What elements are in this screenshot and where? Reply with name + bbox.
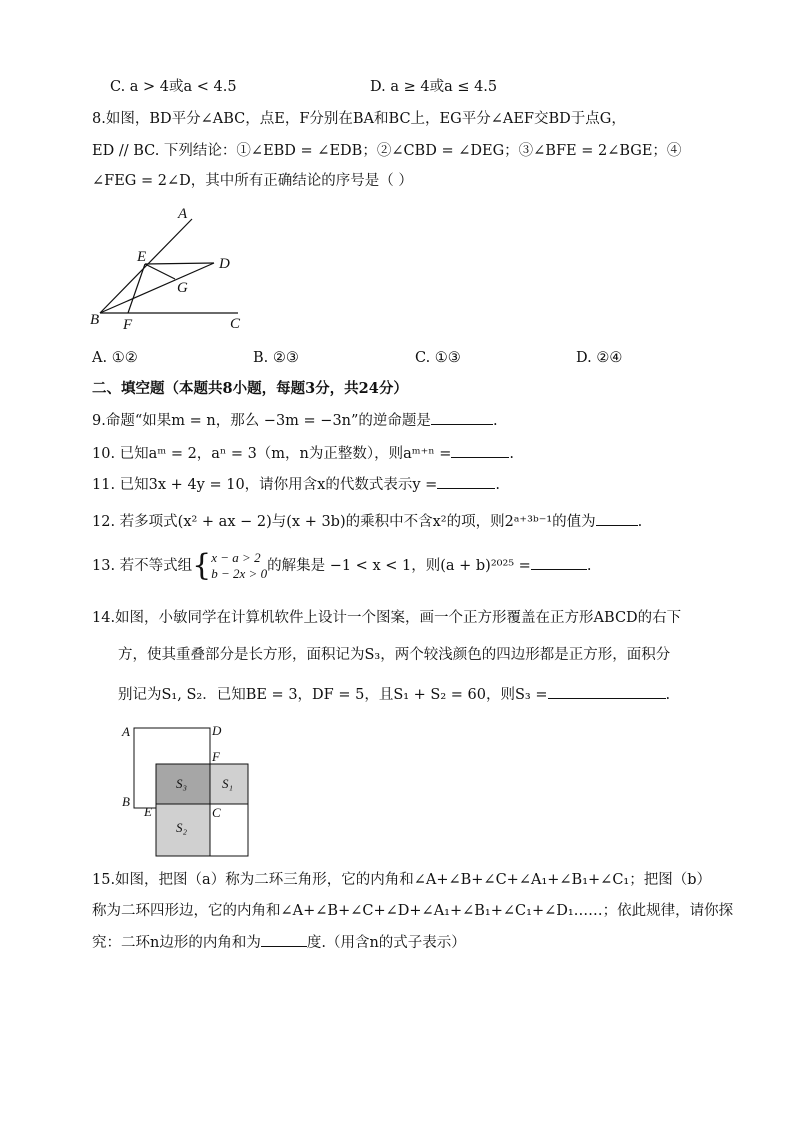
q14-line1: 14.如图，小敏同学在计算机软件上设计一个图案，画一个正方形覆盖在正方形ABCD的右下 bbox=[92, 610, 682, 626]
line-eg bbox=[145, 264, 175, 279]
q15-line2: 称为二环四形边，它的内角和∠A+∠B+∠C+∠D+∠A₁+∠B₁+∠C₁+∠D₁……；依此规律，请你探 bbox=[92, 903, 734, 919]
q8-option-b: B. ②③ bbox=[253, 350, 299, 366]
q14-line3 bbox=[118, 684, 670, 705]
label-e: E bbox=[144, 804, 152, 819]
label-e: E bbox=[137, 249, 147, 265]
q15-line3a: 究：二环n边形的内角和为 bbox=[92, 935, 261, 951]
q15-line1: 15.如图，把图（a）称为二环三角形，它的内角和∠A+∠B+∠C+∠A₁+∠B₁+∠C₁；把图（b） bbox=[92, 872, 712, 888]
q13-row2: b − 2x > 0 bbox=[211, 566, 268, 581]
q14-figure bbox=[118, 720, 258, 860]
label-c: C bbox=[230, 316, 241, 332]
q13-suffix: 的解集是 −1 < x < 1，则(a + b)²⁰²⁵ = bbox=[267, 558, 531, 574]
q10 bbox=[92, 443, 514, 464]
label-c: C bbox=[212, 805, 221, 820]
q7-option-d: D. a ≥ 4或a ≤ 4.5 bbox=[370, 79, 498, 95]
q7-option-c: C. a > 4或a < 4.5 bbox=[110, 79, 237, 95]
q13-row1: x − a > 2 bbox=[211, 550, 261, 565]
q8-option-c: C. ①③ bbox=[415, 350, 461, 366]
label-d: D bbox=[219, 256, 230, 272]
q8-line3: ∠FEG = 2∠D，其中所有正确结论的序号是（ ） bbox=[92, 173, 413, 189]
q9-text: 9.命题“如果m = n，那么 −3m = −3n”的逆命题是 bbox=[92, 413, 431, 429]
q9 bbox=[92, 410, 498, 431]
q12 bbox=[92, 511, 642, 532]
line-ba bbox=[100, 219, 192, 313]
q8-option-a: A. ①② bbox=[92, 350, 138, 366]
q11-blank[interactable] bbox=[437, 474, 495, 489]
label-f: F bbox=[123, 317, 133, 333]
q13-system bbox=[211, 550, 267, 582]
label-a: A bbox=[122, 724, 130, 739]
label-d: D bbox=[212, 723, 222, 738]
q12-blank[interactable] bbox=[596, 511, 638, 526]
line-ef bbox=[128, 264, 145, 313]
label-a: A bbox=[178, 206, 188, 222]
q8-figure bbox=[88, 200, 258, 335]
q13 bbox=[92, 548, 591, 584]
q8-line1: 8.如图，BD平分∠ABC，点E，F分别在BA和BC上，EG平分∠AEF交BD于点G， bbox=[92, 111, 626, 127]
q15-blank[interactable] bbox=[261, 932, 307, 947]
label-f: F bbox=[212, 749, 220, 764]
section-heading: 二、填空题（本题共8小题，每题3分，共24分） bbox=[92, 380, 408, 397]
label-s2: S₂ bbox=[176, 820, 188, 835]
line-ed bbox=[145, 263, 214, 264]
label-s3: S₃ bbox=[176, 776, 188, 791]
q14-line2: 方，使其重叠部分是长方形，面积记为S₃，两个较浅颜色的四边形都是正方形，面积分 bbox=[118, 647, 671, 663]
q10-text: 10. 已知aᵐ = 2，aⁿ = 3（m，n为正整数），则aᵐ⁺ⁿ = bbox=[92, 446, 452, 462]
q13-blank[interactable] bbox=[531, 555, 587, 570]
q8-option-d: D. ②④ bbox=[576, 350, 623, 366]
label-g: G bbox=[177, 280, 188, 296]
q8-line2: ED // BC. 下列结论：①∠EBD = ∠EDB；②∠CBD = ∠DEG；③∠BFE = 2∠BGE；④ bbox=[92, 143, 682, 159]
q9-blank[interactable] bbox=[431, 410, 493, 425]
q11 bbox=[92, 474, 500, 495]
q11-end: . bbox=[495, 477, 500, 493]
q10-blank[interactable] bbox=[451, 443, 509, 458]
q9-end: . bbox=[492, 413, 498, 429]
q12-text: 12. 若多项式(x² + ax − 2)与(x + 3b)的乘积中不含x²的项，则2ᵃ⁺³ᵇ⁻¹的值为 bbox=[92, 514, 596, 530]
label-b: B bbox=[122, 794, 130, 809]
q15-line3b: 度.（用含n的式子表示） bbox=[306, 935, 466, 951]
q14-blank[interactable] bbox=[548, 684, 666, 699]
q13-end: . bbox=[586, 558, 592, 574]
q14-line3-text: 别记为S₁, S₂．已知BE = 3，DF = 5，且S₁ + S₂ = 60，则S₃ = bbox=[118, 687, 548, 703]
q15-line3 bbox=[92, 932, 466, 953]
q13-brace: { bbox=[192, 548, 212, 583]
q12-end: . bbox=[637, 514, 643, 530]
q14-end: . bbox=[665, 687, 671, 703]
q13-prefix: 13. 若不等式组 bbox=[92, 558, 193, 574]
label-s1: S₁ bbox=[222, 776, 234, 791]
q11-text: 11. 已知3x + 4y = 10，请你用含x的代数式表示y = bbox=[92, 477, 438, 493]
q10-end: . bbox=[509, 446, 514, 462]
label-b: B bbox=[90, 312, 100, 328]
